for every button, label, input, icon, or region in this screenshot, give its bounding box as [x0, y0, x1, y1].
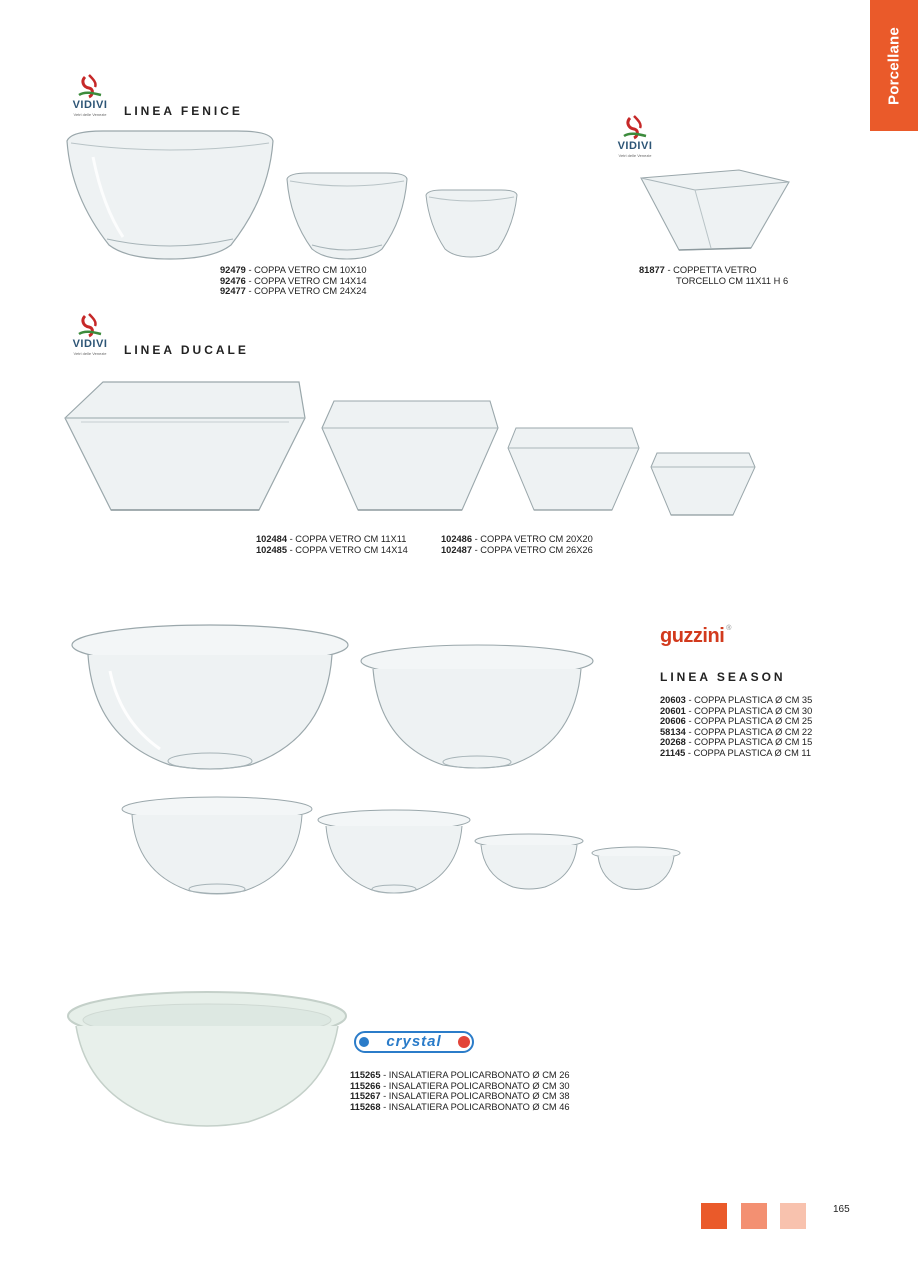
product-code: 102486: [441, 534, 473, 544]
section-tab-label: Porcellane: [885, 26, 903, 105]
product-code: 20603: [660, 695, 686, 705]
guzzini-logo: [660, 625, 731, 648]
vidivi-wordmark: VIDIVI: [72, 99, 108, 111]
season-bowl-35: [70, 621, 350, 773]
product-line: [441, 545, 593, 556]
ducale-bowl-large: [320, 398, 500, 513]
fenice-codes: [220, 265, 367, 297]
product-desc: - COPPA PLASTICA Ø CM 15: [685, 737, 813, 748]
product-code: 92477: [220, 286, 246, 297]
product-desc: - COPPETTA VETRO: [664, 265, 757, 275]
torcello-bowl: [639, 168, 791, 252]
season-codes: [660, 695, 812, 759]
crystal-wordmark: crystal: [386, 1033, 442, 1050]
product-line: [256, 534, 408, 545]
vidivi-logo: [63, 73, 117, 123]
product-desc: - COPPA PLASTICA Ø CM 30: [685, 705, 813, 716]
ducale-bowl-medium: [506, 426, 641, 513]
product-code: 81877: [639, 265, 665, 275]
product-desc: - INSALATIERA POLICARBONATO Ø CM 38: [380, 1091, 570, 1102]
product-line: [256, 545, 408, 556]
product-code: 102487: [441, 544, 473, 555]
product-desc: - COPPA VETRO CM 10X10: [245, 265, 367, 275]
vidivi-tagline: Vetri delle Venezie: [618, 153, 652, 158]
product-line: [350, 1081, 570, 1092]
product-line: [350, 1091, 570, 1102]
season-title: LINEA SEASON: [660, 670, 786, 684]
product-desc: - COPPA VETRO CM 26X26: [472, 544, 593, 555]
ducale-codes-col1: [256, 534, 408, 555]
product-desc: - INSALATIERA POLICARBONATO Ø CM 30: [380, 1080, 570, 1091]
product-line: [660, 727, 812, 738]
product-code: 20268: [660, 737, 686, 748]
ducale-title: LINEA DUCALE: [124, 343, 249, 357]
crystal-codes: [350, 1070, 570, 1112]
product-code: 58134: [660, 726, 686, 737]
vidivi-wordmark: VIDIVI: [72, 338, 108, 350]
product-desc: - COPPA VETRO CM 20X20: [472, 534, 593, 544]
section-tab-porcellane: [870, 0, 918, 131]
season-bowl-25: [120, 795, 315, 896]
product-code: 115268: [350, 1101, 381, 1112]
footer-swatch: [741, 1203, 767, 1229]
fenice-bowl-large: [63, 127, 277, 263]
product-code: 92479: [220, 265, 246, 275]
torcello-codes: [639, 265, 788, 286]
product-code: 102485: [256, 544, 288, 555]
product-code: 21145: [660, 747, 686, 758]
product-desc: - INSALATIERA POLICARBONATO Ø CM 46: [380, 1101, 570, 1112]
product-line: [660, 748, 812, 759]
product-line: [350, 1070, 570, 1081]
vidivi-logo: [608, 114, 662, 164]
product-line: [441, 534, 593, 545]
fenice-bowl-small: [424, 189, 519, 259]
fenice-title: LINEA FENICE: [124, 104, 243, 118]
product-desc: - COPPA VETRO CM 14X14: [245, 275, 367, 286]
footer-swatch: [701, 1203, 727, 1229]
season-bowl-11: [591, 846, 681, 892]
fenice-bowl-medium: [284, 171, 410, 262]
guzzini-wordmark: guzzini: [660, 625, 725, 647]
crystal-logo: [354, 1031, 474, 1053]
product-desc-continued: TORCELLO CM 11X11 H 6: [676, 275, 789, 286]
product-desc: - INSALATIERA POLICARBONATO Ø CM 26: [380, 1070, 570, 1080]
product-code: 115265: [350, 1070, 381, 1080]
product-code: 102484: [256, 534, 288, 544]
ducale-bowl-xl: [63, 378, 307, 514]
product-line: [220, 265, 367, 276]
product-code: 20601: [660, 705, 686, 716]
footer-swatch: [780, 1203, 806, 1229]
season-bowl-30: [359, 641, 595, 773]
registered-mark: ®: [726, 625, 731, 632]
vidivi-wordmark: VIDIVI: [617, 140, 653, 152]
ducale-bowl-small: [649, 451, 757, 517]
vidivi-logo: [63, 312, 117, 362]
product-line: [220, 286, 367, 297]
product-line: [639, 265, 788, 276]
product-desc: - COPPA PLASTICA Ø CM 25: [685, 716, 813, 727]
product-line: [660, 737, 812, 748]
product-code: 115267: [350, 1091, 381, 1102]
product-desc: - COPPA PLASTICA Ø CM 11: [685, 747, 812, 758]
product-desc: - COPPA VETRO CM 24X24: [245, 286, 367, 297]
page-number: 165: [833, 1204, 850, 1215]
product-desc: - COPPA VETRO CM 11X11: [287, 534, 407, 544]
crystal-salad-bowl: [66, 990, 348, 1130]
season-bowl-15: [473, 832, 585, 892]
product-line: [660, 706, 812, 717]
product-line: [660, 716, 812, 727]
product-line: [350, 1102, 570, 1113]
product-code: 115266: [350, 1080, 381, 1091]
product-desc: - COPPA PLASTICA Ø CM 35: [685, 695, 813, 705]
vidivi-tagline: Vetri delle Venezie: [73, 112, 107, 117]
season-bowl-22: [316, 808, 472, 896]
product-desc: - COPPA PLASTICA Ø CM 22: [685, 726, 813, 737]
ducale-codes-col2: [441, 534, 593, 555]
product-desc: - COPPA VETRO CM 14X14: [287, 544, 408, 555]
vidivi-tagline: Vetri delle Venezie: [73, 351, 107, 356]
product-code: 20606: [660, 716, 686, 727]
product-line: [660, 695, 812, 706]
product-line: [220, 276, 367, 287]
product-code: 92476: [220, 275, 246, 286]
